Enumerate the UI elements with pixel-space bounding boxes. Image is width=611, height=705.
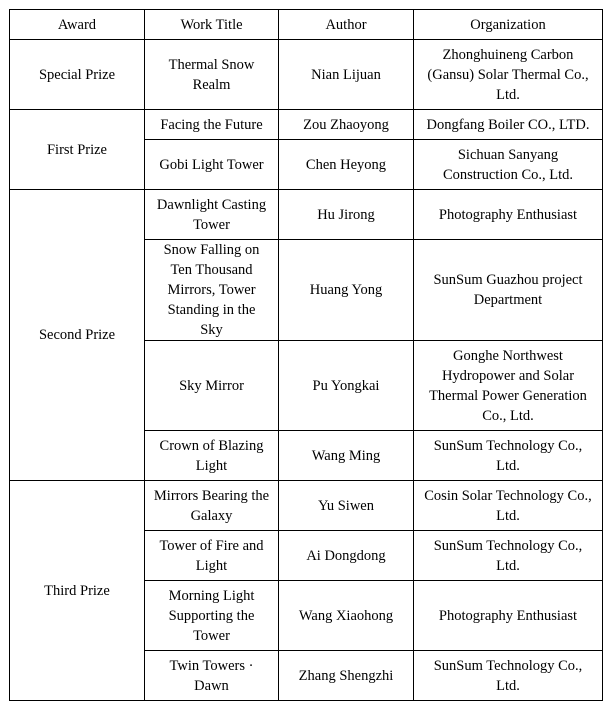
table-row [10, 190, 603, 240]
work-title-cell: Mirrors Bearing the Galaxy [145, 481, 279, 531]
author-cell: Ai Dongdong [279, 531, 414, 581]
organization-cell: Cosin Solar Technology Co., Ltd. [414, 481, 603, 531]
organization-cell: Zhonghuineng Carbon (Gansu) Solar Thermal Co., Ltd. [414, 40, 603, 110]
author-cell: Chen Heyong [279, 140, 414, 190]
work-title-cell: Sky Mirror [145, 341, 279, 431]
table-header [10, 10, 603, 40]
work-title-cell: Snow Falling on Ten Thousand Mirrors, Tower Standing in the Sky [145, 240, 279, 341]
table-row [10, 481, 603, 531]
organization-cell: SunSum Technology Co., Ltd. [414, 651, 603, 701]
author-cell: Pu Yongkai [279, 341, 414, 431]
author-cell: Yu Siwen [279, 481, 414, 531]
work-title-cell: Tower of Fire and Light [145, 531, 279, 581]
organization-cell: SunSum Technology Co., Ltd. [414, 431, 603, 481]
work-title-cell: Twin Towers · Dawn [145, 651, 279, 701]
header-author: Author [279, 10, 414, 40]
award-cell-second: Second Prize [10, 190, 145, 481]
header-organization: Organization [414, 10, 603, 40]
organization-cell: Gonghe Northwest Hydropower and Solar Thermal Power Generation Co., Ltd. [414, 341, 603, 431]
work-title-cell: Facing the Future [145, 110, 279, 140]
author-cell: Hu Jirong [279, 190, 414, 240]
organization-cell: SunSum Technology Co., Ltd. [414, 531, 603, 581]
author-cell: Huang Yong [279, 240, 414, 341]
author-cell: Wang Xiaohong [279, 581, 414, 651]
award-cell-special: Special Prize [10, 40, 145, 110]
organization-cell: Dongfang Boiler CO., LTD. [414, 110, 603, 140]
award-cell-third: Third Prize [10, 481, 145, 701]
organization-cell: Sichuan Sanyang Construction Co., Ltd. [414, 140, 603, 190]
work-title-cell: Thermal Snow Realm [145, 40, 279, 110]
header-award: Award [10, 10, 145, 40]
work-title-cell: Dawnlight Casting Tower [145, 190, 279, 240]
author-cell: Nian Lijuan [279, 40, 414, 110]
organization-cell: Photography Enthusiast [414, 190, 603, 240]
organization-cell: Photography Enthusiast [414, 581, 603, 651]
author-cell: Wang Ming [279, 431, 414, 481]
organization-cell: SunSum Guazhou project Department [414, 240, 603, 341]
awards-table [9, 9, 603, 701]
table-row [10, 40, 603, 110]
table-body [10, 40, 603, 701]
header-row [10, 10, 603, 40]
award-cell-first: First Prize [10, 110, 145, 190]
work-title-cell: Morning Light Supporting the Tower [145, 581, 279, 651]
work-title-cell: Crown of Blazing Light [145, 431, 279, 481]
author-cell: Zhang Shengzhi [279, 651, 414, 701]
header-work-title: Work Title [145, 10, 279, 40]
author-cell: Zou Zhaoyong [279, 110, 414, 140]
work-title-cell: Gobi Light Tower [145, 140, 279, 190]
table-row [10, 110, 603, 140]
